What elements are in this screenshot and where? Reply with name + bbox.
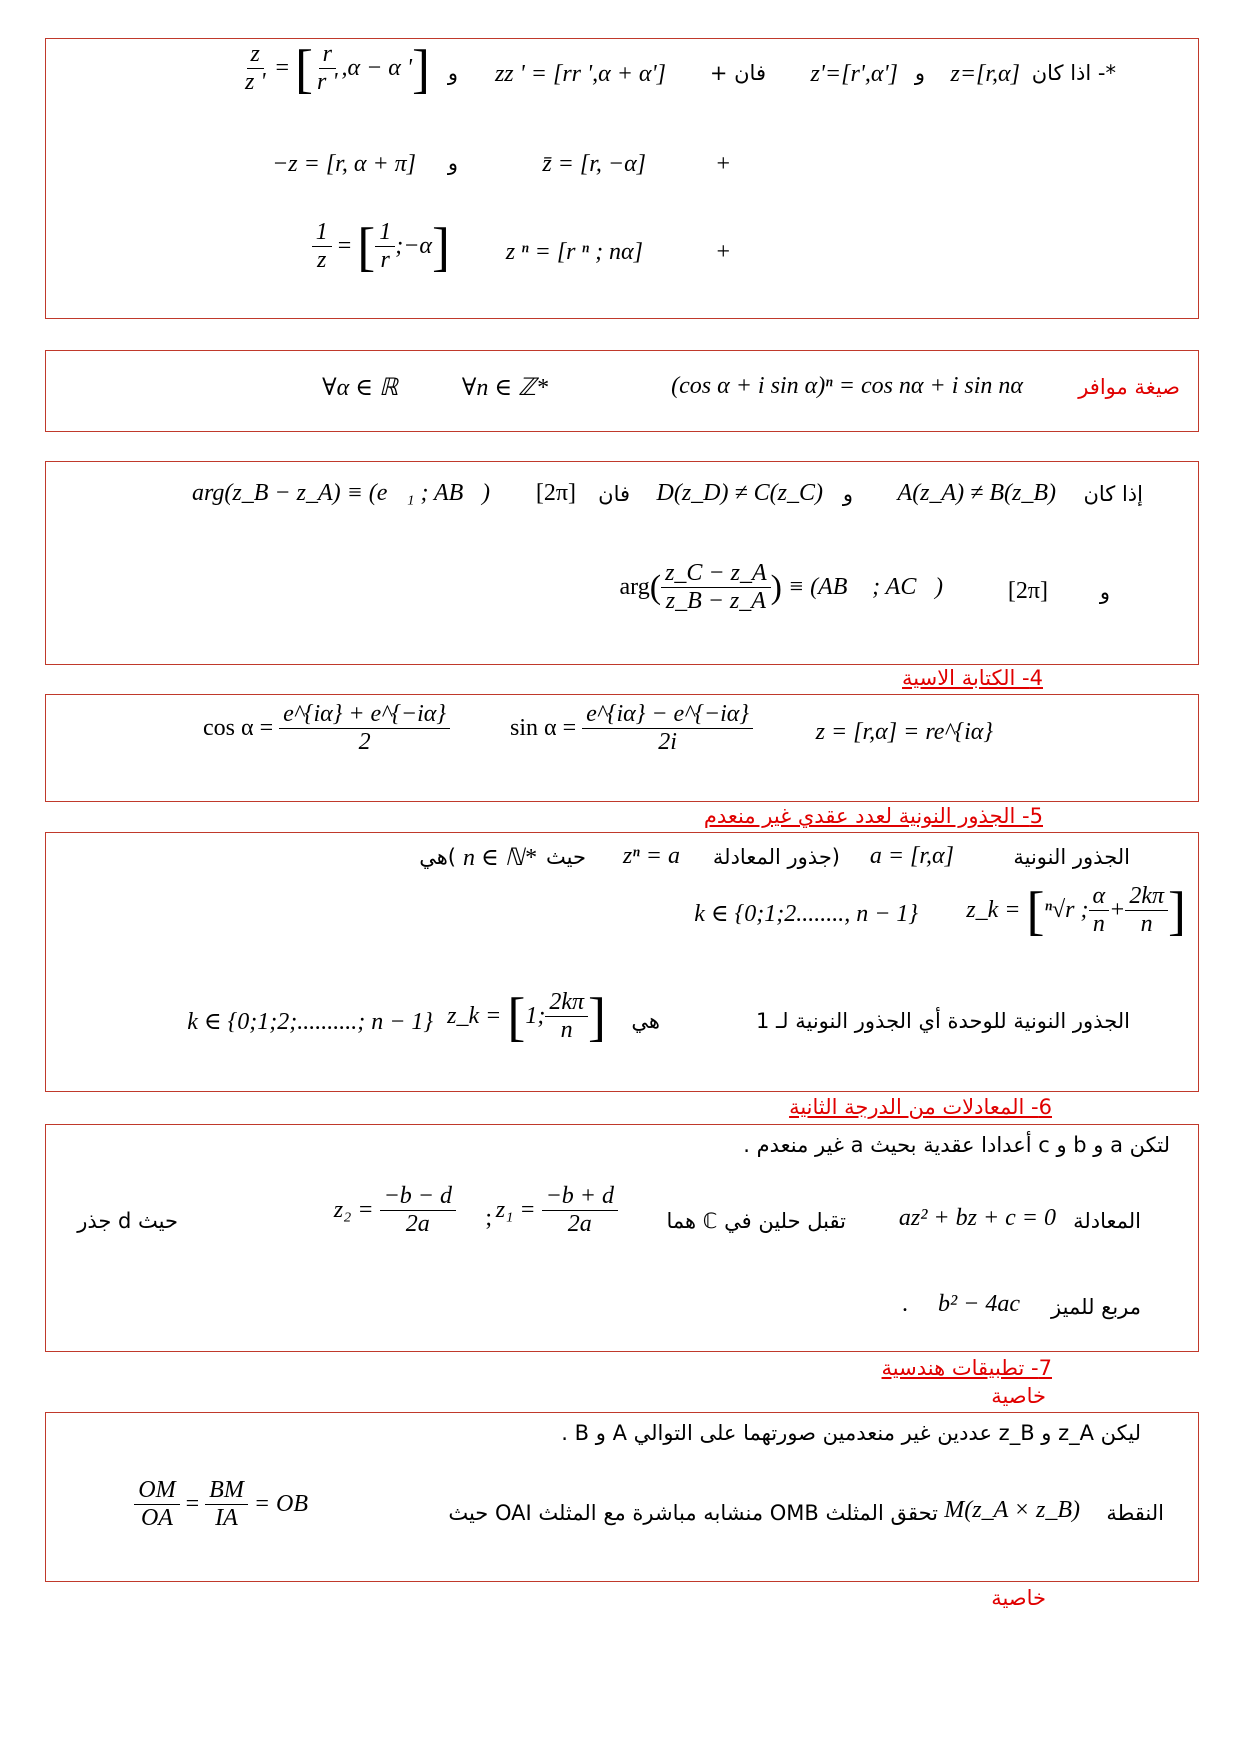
property-label-1: خاصية [991,1384,1046,1408]
sin-formula: sin α = $\frac{e\^{}\{i\alpha\} - e\^{}\{-i\alpha\}}{2i}$ [510,701,753,756]
arg-formula-1: arg(z_B − z_A) ≡ (e⃗₁ ; AB⃗) [191,480,490,506]
unity-roots-label: الجذور النونية للوحدة أي الجذور النونية لـ 1 [755,1009,1130,1033]
a-def: a = [r,α] [869,843,954,869]
box-complex-operations [45,38,1199,319]
zk-formula: z_k = [ ⁿ√r ; $\frac{\alpha}{n}$ + $\frac{2k\pi}{n}$ ] [966,880,1186,941]
conjugate-formula: z̄ = [r, −α] [542,151,646,177]
mod-2pi-2: [2π] [1007,578,1048,604]
similar-triangles-text: تحقق المثلث OMB منشابه مباشرة مع المثلث OAI حيث [448,1501,938,1525]
and-5: و [1099,580,1110,604]
is-label-2: هي [631,1009,660,1033]
n-domain: n ∈ ℕ* [463,845,536,871]
roots-label: الجذور النونية [1013,845,1130,869]
k-range: k ∈ {0;1;2........, n − 1} [694,901,918,927]
cos-formula: cos α = $\frac{e\^{}\{i\alpha\} + e\^{}\{-i\alpha\}}{2}$ [203,701,450,756]
z-def: z=[r,α] [950,61,1020,87]
mod-2pi: [2π] [535,480,576,506]
zp-def: z'=[r',α'] [810,61,898,87]
ratio-formula: $\frac{OM}{OA}$ = $\frac{BM}{IA}$ = OB [134,1477,308,1532]
heading-quadratic: 6- المعادلات من الدرجة الثانية [789,1095,1052,1119]
box-arguments [45,461,1199,665]
where-d-root: حيث d جذر [77,1209,178,1233]
is-label: )هي [419,845,456,869]
unity-zk-formula: z_k = [ 1; $\frac{2k\pi}{n}$ ] [447,986,606,1047]
if-label-2: إذا كان [1083,482,1143,506]
heading-geometry: 7- تطبيقات هندسية [881,1356,1052,1380]
plus-2: + [716,151,730,177]
discriminant-expr: b² − 4ac [937,1291,1020,1317]
geometry-intro: ليكن z_A و z_B عددين غير منعدمين صورتهما على التوالي A و B . [561,1421,1141,1445]
property-label-2: خاصية [991,1586,1046,1610]
heading-exponential: 4- الكتابة الاسية [902,666,1043,690]
box-de-moivre [45,350,1199,432]
de-moivre-label: صيغة موافر [1078,375,1180,399]
forall-n: ∀n ∈ ℤ* [461,375,548,401]
discriminant-label: مربع للميز [1051,1295,1141,1319]
inverse-formula: $\frac{1}{z}$ = [ $\frac{1}{r}$ ;−α ] [312,219,450,274]
box-geometry [45,1412,1199,1582]
plus-3: + [716,239,730,265]
period: . [902,1291,908,1317]
exp-form: z = [r,α] = re^{iα} [815,719,993,745]
semicolon: ; [485,1205,492,1231]
box-nth-roots [45,832,1199,1092]
cond-ab: A(z_A) ≠ B(z_B) [897,480,1056,506]
arg-formula-2: arg ( $\frac{z\_C - z\_A}{z\_B - z\_A}$ ) ≡ (AB⃗ ; AC⃗) [619,560,943,614]
box-quadratic [45,1124,1199,1352]
z2-formula: z₂ = $\frac{-b - d}{2a}$ [334,1183,456,1238]
and-1: و [914,61,925,85]
de-moivre-formula: (cos α + i sin α)ⁿ = cos nα + i sin nα [671,373,1023,399]
two-solutions-label: تقبل حلين في ℂ هما [666,1209,846,1233]
quadratic-equation: az² + bz + c = 0 [898,1205,1056,1231]
eq-zn: zⁿ = a [622,843,680,869]
box-exponential [45,694,1199,802]
point-m: M(z_A × z_B) [944,1497,1080,1523]
z1-formula: z₁ = $\frac{-b + d}{2a}$ [496,1183,618,1238]
if-label: *- اذا كان [1031,61,1116,85]
cond-dc: D(z_D) ≠ C(z_C) [656,480,823,506]
k-range-2: k ∈ {0;1;2;..........; n − 1} [187,1009,433,1035]
then-label-2: فان [598,482,630,506]
forall-alpha: ∀α ∈ ℝ [322,375,398,401]
where-label: حيث [546,845,586,869]
roots-eq-label: (جذور المعادلة [712,845,840,869]
then-label: فان + [709,61,766,85]
point-label: النقطة [1106,1501,1164,1525]
and-4: و [842,482,853,506]
power-formula: z ⁿ = [r ⁿ ; nα] [505,239,643,265]
and-2: و [447,61,458,85]
negation-formula: −z = [r, α + π] [272,151,416,177]
and-3: و [447,151,458,175]
quadratic-intro: لتكن a و b و c أعدادا عقدية بحيث a غير منعدم . [743,1133,1170,1157]
quotient-formula: $\frac{z}{z '}$ = [ $\frac{r}{r '}$ ,α − α ' ] [244,38,430,99]
equation-label: المعادلة [1073,1209,1141,1233]
product-formula: zz ' = [rr ',α + α'] [494,61,666,87]
heading-nth-roots: 5- الجذور النونية لعدد عقدي غير منعدم [703,804,1043,828]
